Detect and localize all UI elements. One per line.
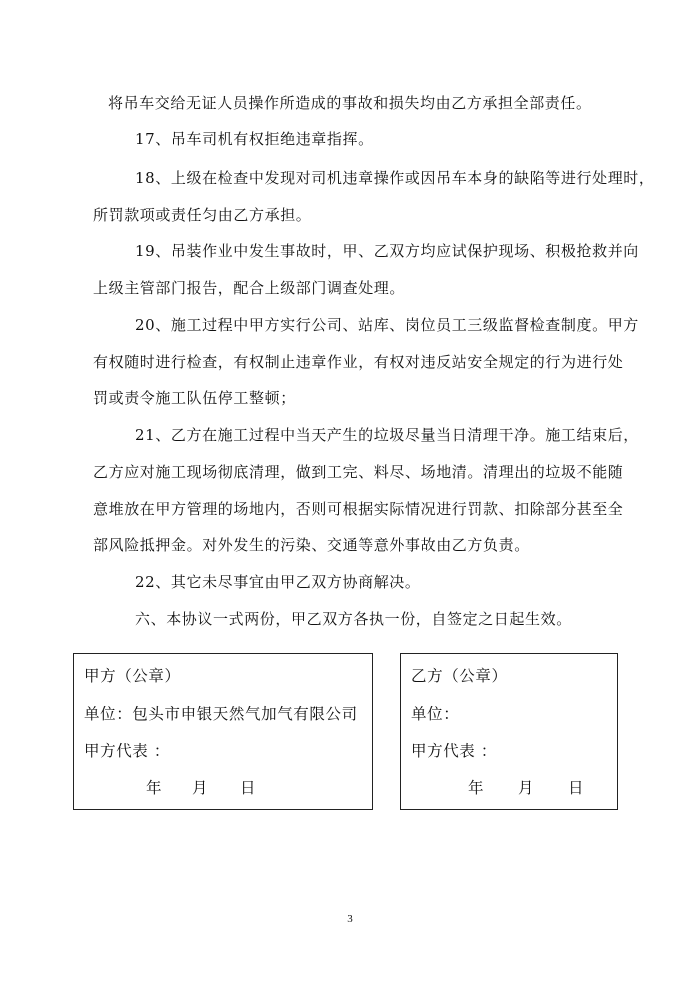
text-line: 17、吊车司机有权拒绝违章指挥。 [135,130,374,148]
text-line: 六、本协议一式两份，甲乙双方各执一份，自签定之日起生效。 [135,610,572,628]
text-line: 意堆放在甲方管理的场地内，否则可根据实际情况进行罚款、扣除部分甚至全 [93,500,624,518]
text-line: 19、吊装作业中发生事故时，甲、乙双方均应试保护现场、积极抢救并向 [135,242,639,260]
party-a-date-year: 年 [146,779,162,797]
party-b-box [400,653,618,810]
party-b-rep: 甲方代表 ： [411,742,498,760]
party-a-date-month: 月 [192,779,208,797]
party-a-box [73,653,373,810]
text-line: 22、其它未尽事宜由甲乙双方协商解决。 [135,573,421,591]
party-b-date-year: 年 [468,779,484,797]
text-line: 部风险抵押金。对外发生的污染、交通等意外事故由乙方负责。 [93,536,530,554]
page-number: 3 [347,913,353,925]
text-line: 21、乙方在施工过程中当天产生的垃圾尽量当日清理干净。施工结束后， [135,426,639,444]
text-line: 上级主管部门报告，配合上级部门调查处理。 [93,279,406,297]
party-a-unit: 单位：包头市申银天然气加气有限公司 [84,705,358,723]
party-b-date-day: 日 [568,779,584,797]
text-line: 乙方应对施工现场彻底清理，做到工完、料尽、场地清。清理出的垃圾不能随 [93,463,624,481]
text-line: 罚或责令施工队伍停工整顿； [93,389,296,407]
party-b-date-month: 月 [518,779,534,797]
party-a-rep: 甲方代表 ： [84,742,171,760]
party-b-title: 乙方（公章） [411,667,508,685]
party-a-title: 甲方（公章） [84,667,181,685]
party-a-date-day: 日 [240,779,256,797]
text-line: 18、上级在检查中发现对司机违章操作或因吊车本身的缺陷等进行处理时， [135,169,655,187]
text-line: 所罚款项或责任匀由乙方承担。 [93,206,312,224]
party-b-unit: 单位： [411,705,460,723]
text-line: 20、施工过程中甲方实行公司、站库、岗位员工三级监督检查制度。甲方 [135,316,639,334]
text-line: 将吊车交给无证人员操作所造成的事故和损失均由乙方承担全部责任。 [108,94,592,112]
text-line: 有权随时进行检查，有权制止违章作业，有权对违反站安全规定的行为进行处 [93,353,624,371]
